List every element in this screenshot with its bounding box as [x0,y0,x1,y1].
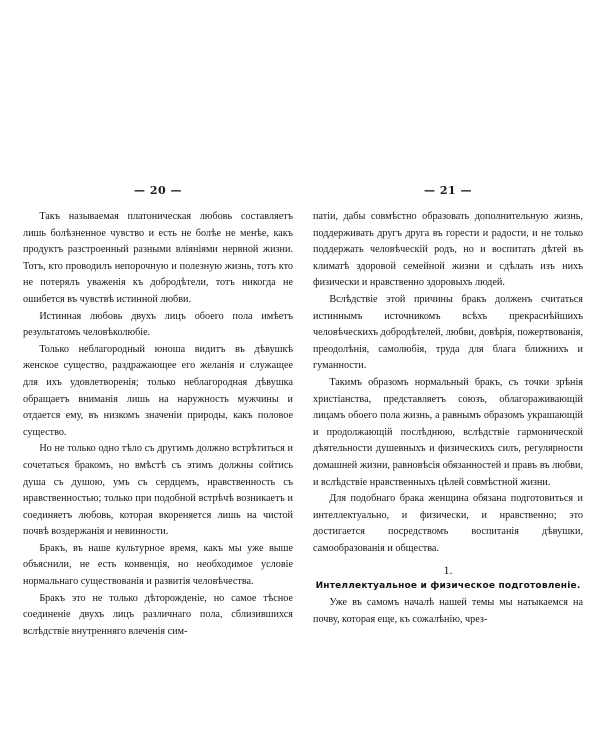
paragraph: Бракъ, въ нашe культурное время, какъ мы уже выше объяснили, не есть конвенція, но необходимое условіе нормальнаго существованія и развитія человѣчества. [23,542,293,588]
continuation-paragraph: патіи, дабы совмѣстно образовать дополнительную жизнь, поддерживать другъ друга въ горести и радости, и не только поддержать человѣческій родъ, но и воспитать дѣтей въ климатѣ здоровой семейной жизни и сдѣлать изъ нихъ физически и нравственно здоровыхъ людей. [313,211,583,289]
left-page-text [23,209,293,640]
section-number: 1. [443,563,453,578]
paragraph: Для подобнаго брака женщина обязана подготовиться и интеллектуально, и физически, и нравственно; это достигается посредствомъ воспитанія дѣвушки, самообразованія и общества. [313,493,583,554]
paragraph: Вслѣдствіе этой причины бракъ долженъ считаться истиннымъ источникомъ всѣхъ прекраснѣйшихъ человѣческихъ добродѣтелей, любви, довѣрія, пожертвованія, преодолѣнія, самолюбія, труда для блага ближнихъ и гуманности. [313,293,583,372]
paragraph: Только неблагородный юноша видитъ въ дѣвушкѣ женское существо, раздражающее его желанія и служащее для ихъ удовлетворенія; только неблагородная дѣвушка обращаетъ вниманія лишь на наружность мужчины и отдается ему, въ низкомъ значеніи природы, какъ половое существо. [23,343,293,438]
paragraph: Уже въ самомъ началѣ нашей темы мы натыкаемся на почву, которая еще, къ сожалѣнію, чрез- [313,597,583,626]
page-number: — 20 — [134,184,182,197]
paragraph: Истинная любовь двухъ лицъ обоего пола имѣетъ результатомъ человѣколюбіе. [23,310,293,339]
section-title: Интеллектуальное и физическое подготовленіе. [315,581,581,592]
paragraph: Такъ называемая платоническая любовь составляетъ лишь болѣзненное чувство и есть не болѣе не менѣе, какъ продуктъ разстроенный разными вліяніями нервной жизни. Тотъ, кто проводилъ непорочную и полезную жизнь, тотъ кто не потерялъ уваженія къ добродѣтели, тотъ никогда не ошибется въ чувствѣ истинной любви. [23,211,293,305]
paragraph: Бракъ это не только дѣторожденіе, но самое тѣсное соединеніе двухъ лицъ различнаго пола, сблизившихся вслѣдствіе внутренняго влеченія сим- [23,592,293,637]
paragraph: Такимъ образомъ нормальный бракъ, съ точки зрѣнія христіанства, представляетъ союзъ, облагораживающій лицамъ обоего пола жизнь, а равнымъ образомъ украшающій и продолжающій послѣднюю, вслѣдствіе гармонической дѣятельности душевныхъ и физическихъ силъ, регулярности домашней жизни, равновѣсія обязанностей и правъ въ любви, и вслѣдствіе нравственныхъ цѣлей совмѣстной жизни. [313,376,583,488]
paragraph: Но не только одно тѣло съ другимъ должно встрѣтиться и сочетаться бракомъ, но вмѣстѣ съ этимъ должны сойтись душа съ душою, умъ съ сердцемъ, нравственность съ нравственностью; только при подобной встрѣчѣ возникаетъ и соединяетъ любовь, которая вкореняется лишь на чистой почвѣ воздержанія и невинности. [23,443,293,538]
right-page-text [313,209,583,629]
page-number: — 21 — [424,184,472,197]
